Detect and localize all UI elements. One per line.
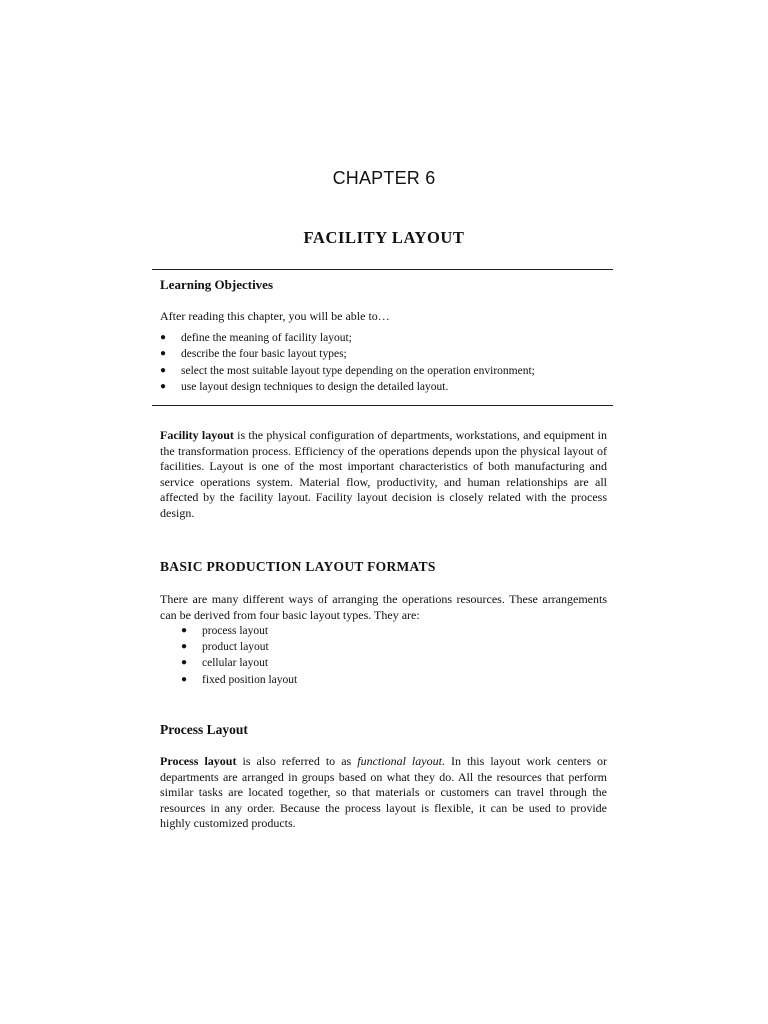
bullet-icon: ● <box>181 673 188 685</box>
list-item: ● use layout design techniques to design the detailed layout. <box>160 379 607 395</box>
learning-objectives-intro: After reading this chapter, you will be able to… <box>160 309 390 323</box>
bullet-icon: ● <box>160 380 167 392</box>
bullet-icon: ● <box>160 332 167 343</box>
bullet-icon: ● <box>181 657 188 669</box>
list-item: ● product layout <box>181 639 297 655</box>
facility-layout-paragraph: Facility layout is the physical configuration of departments, workstations, and equipment in the transformation process. Efficiency of the operations depends upon the physical layout of facilities. Layout is one of the most important characteristics of both manufacturing and service operations system. Material flow, productivity, and human relationships are all affected by the facility layout. Facility layout decision is closely related with the process design. <box>160 428 607 520</box>
learning-objectives-heading: Learning Objectives <box>160 277 274 292</box>
facility-layout-term: Facility layout <box>160 428 234 442</box>
learning-objectives-list <box>160 330 607 395</box>
list-item: ● select the most suitable layout type depending on the operation environment; <box>160 363 607 379</box>
bullet-icon: ● <box>181 641 188 653</box>
process-layout-term: Process layout <box>160 754 237 768</box>
bottom-rule <box>152 405 613 406</box>
bullet-icon: ● <box>160 364 167 376</box>
bullet-icon: ● <box>160 348 167 360</box>
layout-types-list <box>181 623 297 688</box>
basic-formats-heading: BASIC PRODUCTION LAYOUT FORMATS <box>160 559 436 574</box>
process-layout-heading: Process Layout <box>160 722 248 737</box>
bullet-icon: ● <box>181 625 188 636</box>
chapter-label: CHAPTER 6 <box>332 168 436 188</box>
learning-objectives-box <box>160 276 607 395</box>
basic-formats-paragraph: There are many different ways of arranging the operations resources. These arrangements can be derived from four basic layout types. They are: <box>160 592 607 622</box>
chapter-title: FACILITY LAYOUT <box>303 228 465 247</box>
functional-layout-emphasis: functional layout <box>357 754 442 768</box>
list-item: ● fixed position layout <box>181 672 297 688</box>
list-item: ● describe the four basic layout types; <box>160 346 607 362</box>
list-item: ● cellular layout <box>181 655 297 671</box>
process-layout-paragraph: Process layout is also referred to as functional layout. In this layout work centers or departments are arranged in groups based on what they do. All the resources that perform similar tasks are located together, so that materials or customers can travel through the resources in any order. Because the process layout is flexible, it can be used to provide highly customized products. <box>160 754 608 830</box>
list-item: ● define the meaning of facility layout; <box>160 330 607 346</box>
top-rule <box>152 269 613 270</box>
list-item: ● process layout <box>181 623 297 639</box>
